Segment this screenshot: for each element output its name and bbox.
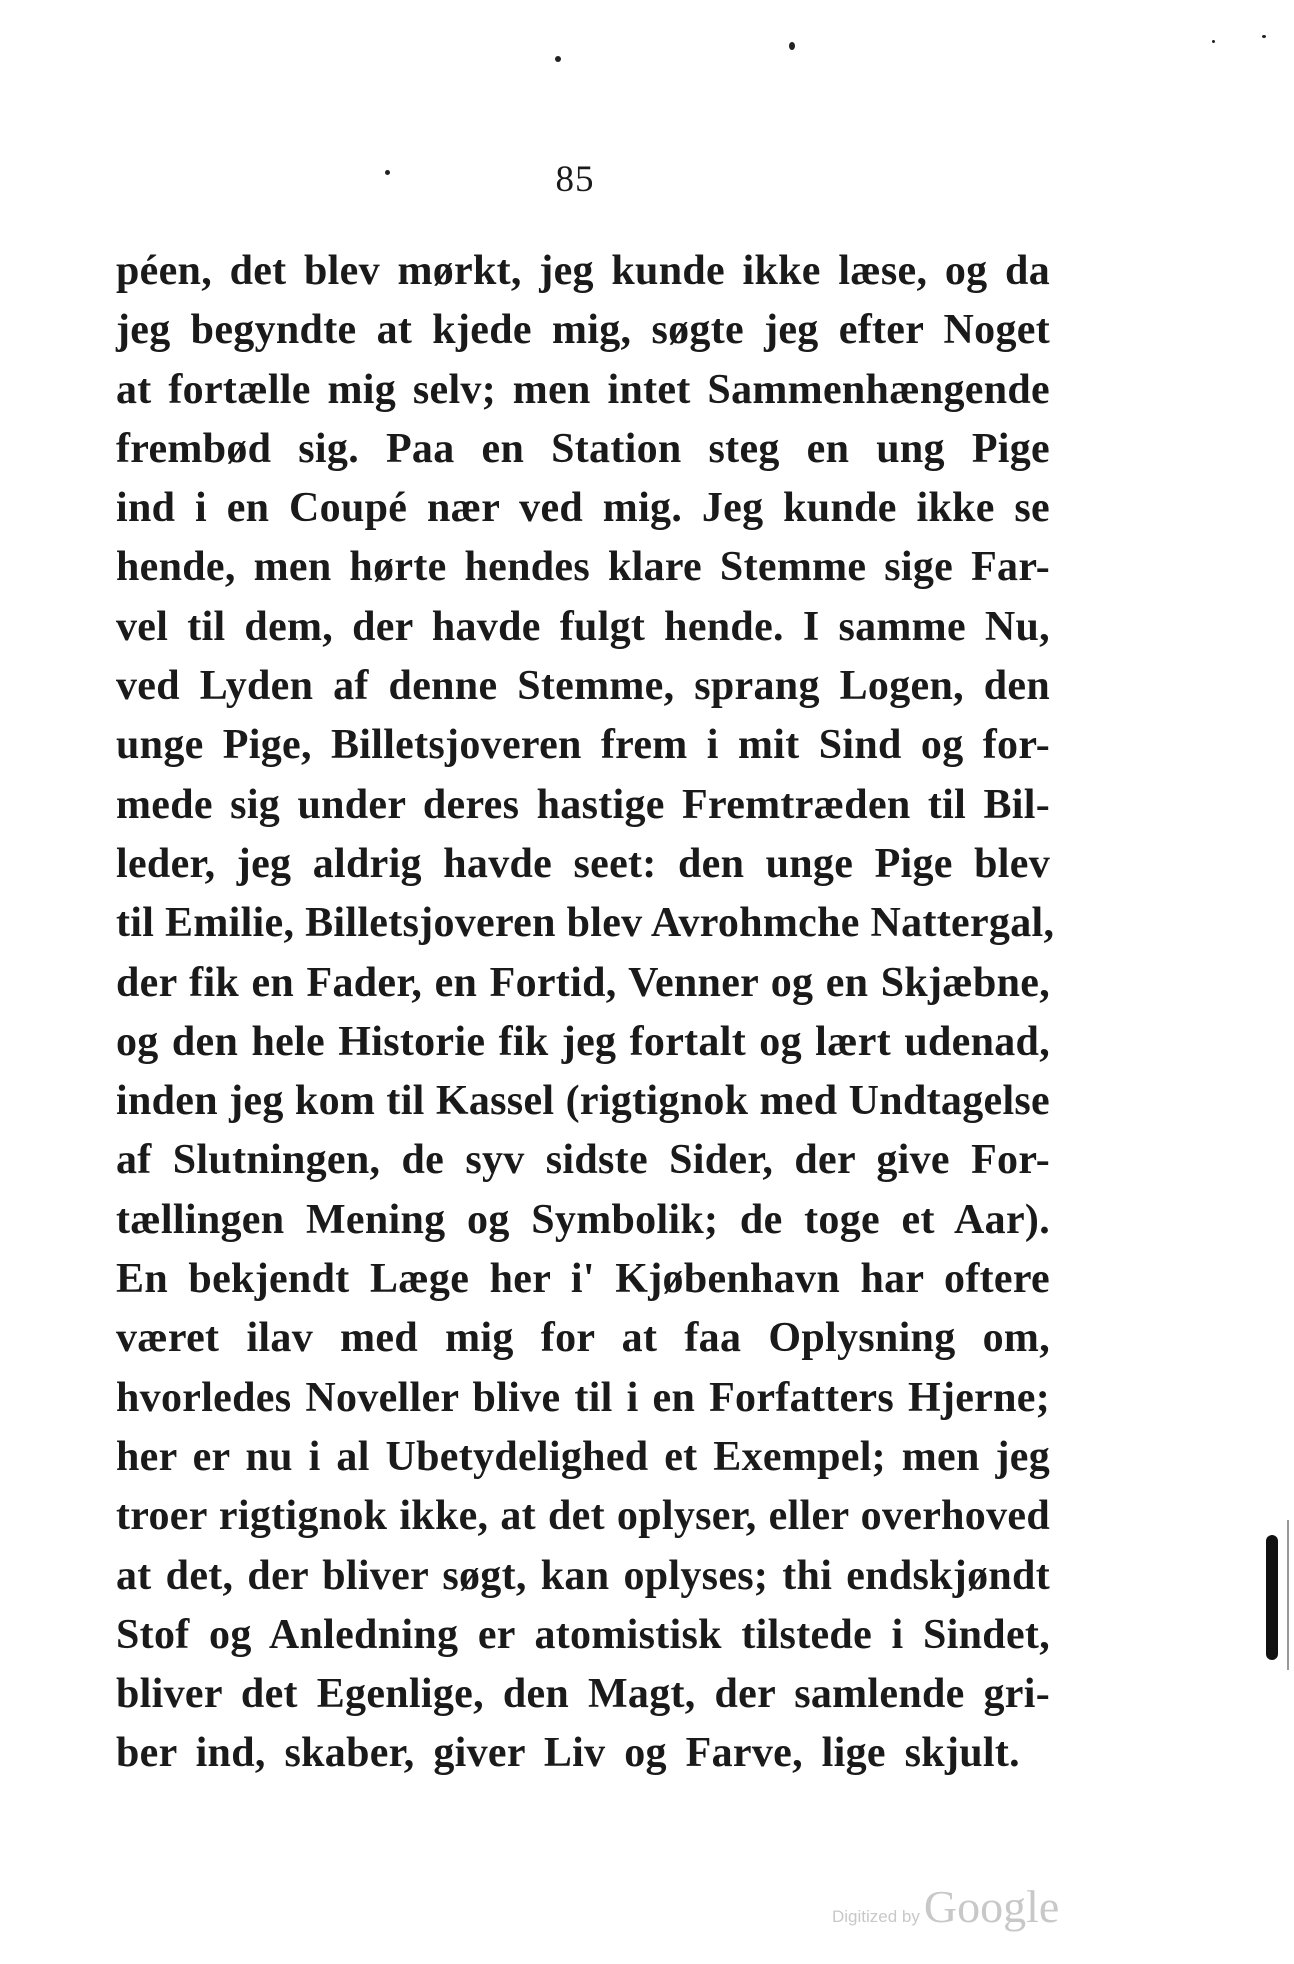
text-line: leder, jeg aldrig havde seet: den unge Pige blev — [116, 840, 1050, 887]
text-line: Stof og Anledning er atomistisk tilstede i Sindet, — [116, 1611, 1050, 1658]
text-line: frembød sig. Paa en Station steg en ung Pige — [116, 425, 1050, 472]
text-line: inden jeg kom til Kassel (rigtignok med Undtagelse — [116, 1078, 1050, 1125]
text-line: været ilav med mig for at faa Oplysning om, — [116, 1315, 1050, 1362]
body-text — [116, 242, 1055, 1784]
text-line: unge Pige, Billetsjoveren frem i mit Sind og for- — [116, 722, 1050, 769]
text-line: vel til dem, der havde fulgt hende. I samme Nu, — [116, 603, 1050, 650]
text-line: og den hele Historie fik jeg fortalt og lært udenad, — [116, 1018, 1050, 1065]
watermark-prefix: Digitized by — [832, 1907, 920, 1926]
text-line: En bekjendt Læge her i' Kjøbenhavn har oftere — [116, 1256, 1050, 1303]
scan-speck — [789, 42, 795, 50]
text-line: bliver det Egenlige, den Magt, der samlende gri- — [116, 1671, 1050, 1718]
text-line: ind i en Coupé nær ved mig. Jeg kunde ikke se — [116, 485, 1050, 532]
text-line: hvorledes Noveller blive til i en Forfatters Hjerne; — [116, 1374, 1050, 1421]
text-line: mede sig under deres hastige Fremtræden til Bil- — [116, 781, 1050, 828]
text-line: troer rigtignok ikke, at det oplyser, eller overhoved — [116, 1493, 1050, 1540]
page-number: 85 — [555, 159, 595, 200]
page-edge-mark — [1266, 1535, 1278, 1660]
scan-speck — [1212, 40, 1215, 43]
text-line: her er nu i al Ubetydelighed et Exempel; men jeg — [116, 1433, 1050, 1480]
text-line: at fortælle mig selv; men intet Sammenhængende — [116, 366, 1050, 413]
text-line: tællingen Mening og Symbolik; de toge et Aar). — [116, 1196, 1050, 1243]
text-line: til Emilie, Billetsjoveren blev Avrohmche Nattergal, — [116, 900, 1055, 947]
text-line: ber ind, skaber, giver Liv og Farve, lige skjult. — [116, 1730, 1020, 1777]
text-line: péen, det blev mørkt, jeg kunde ikke læse, og da — [116, 248, 1050, 294]
text-line: ved Lyden af denne Stemme, sprang Logen, den — [116, 663, 1050, 710]
text-line: hende, men hørte hendes klare Stemme sige Far- — [116, 544, 1050, 591]
text-line: jeg begyndte at kjede mig, søgte jeg efter Noget — [116, 307, 1050, 354]
text-line: af Slutningen, de syv sidste Sider, der give For- — [116, 1137, 1050, 1184]
scan-speck — [1262, 35, 1266, 38]
digitized-watermark — [832, 1880, 1162, 1940]
text-line: der fik en Fader, en Fortid, Venner og en Skjæbne, — [116, 959, 1050, 1006]
page-edge-line — [1287, 1520, 1289, 1670]
watermark-brand: Google — [923, 1881, 1060, 1932]
scan-speck — [555, 56, 561, 62]
text-line: at det, der bliver søgt, kan oplyses; thi endskjøndt — [116, 1552, 1050, 1599]
